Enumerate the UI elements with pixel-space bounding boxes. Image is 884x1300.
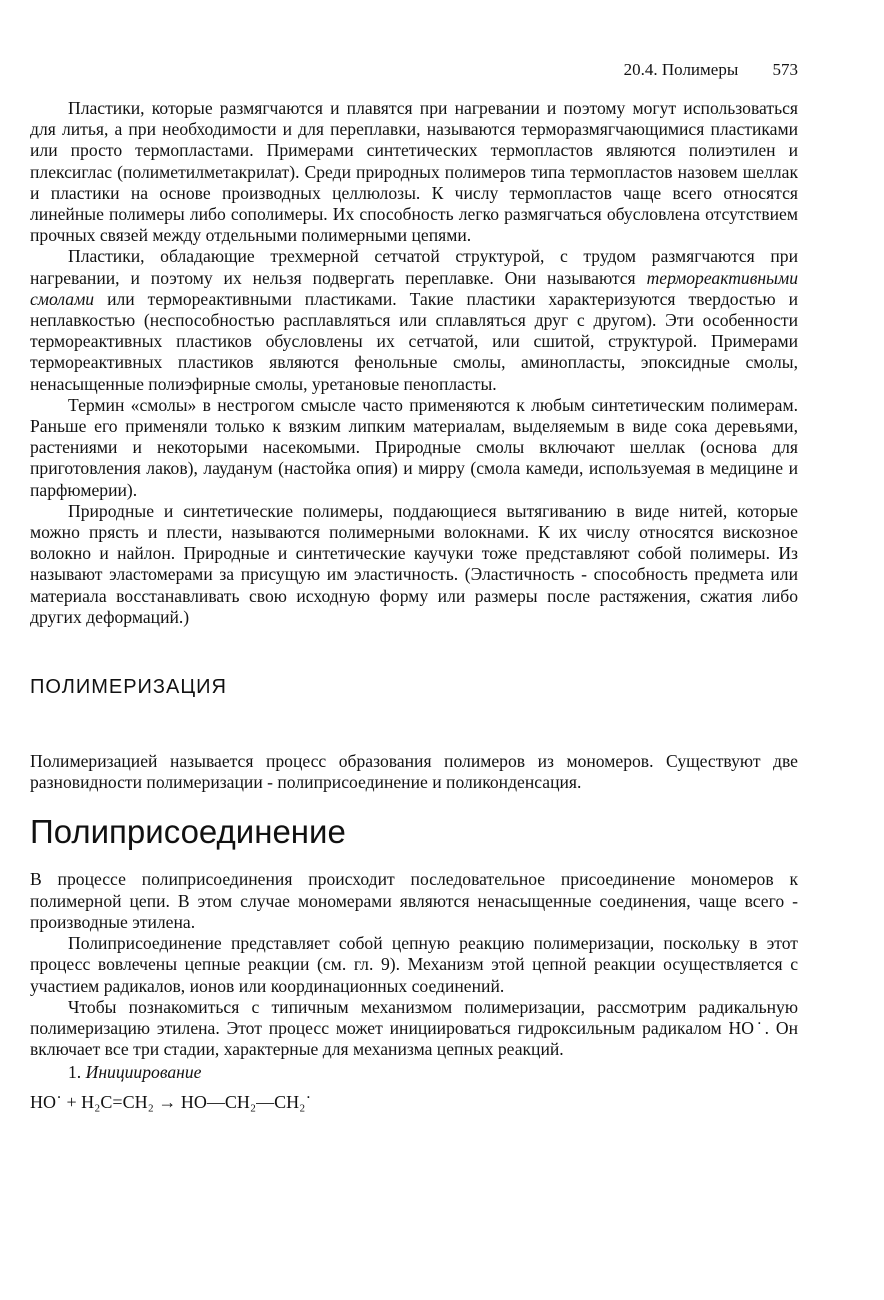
- step-initiation: [30, 1062, 798, 1083]
- thermosets-term: термореактивными смолами: [30, 267, 798, 309]
- step-title: Инициирование: [85, 1062, 202, 1083]
- subsection-heading-addition: Полиприсоединение: [30, 813, 346, 851]
- section-heading-polymerization: ПОЛИМЕРИЗАЦИЯ: [30, 676, 227, 699]
- paragraph-fibers: Природные и синтетические полимеры, поддающиеся вытягиванию в виде нитей, которые можно прясть и плести, называются полимерными волокнами. К их числу относятся вискозное волокно и найлон. Природные и синтетические каучуки тоже представляют собой полимеры. Из называют эластомерами за присущую им эластичность. (Эластичность - способность предмета или материала восстанавливать свою исходную форму или размеры после растяжения, сжатия либо других деформаций.): [30, 500, 798, 627]
- paragraph-polymerization-intro: Полимеризацией называется процесс образования полимеров из мономеров. Существуют две разновидности полимеризации - полиприсоединение и поликонденсация.: [30, 751, 798, 793]
- paragraph-thermosets: [30, 246, 798, 394]
- paragraph-addition-2: Полиприсоединение представляет собой цепную реакцию полимеризации, поскольку в этот процесс вовлечены цепные реакции (см. гл. 9). Механизм этой цепной реакции осуществляется с участием радикалов, ионов или координационных соединений.: [30, 933, 798, 996]
- running-header: [624, 60, 798, 80]
- paragraph-thermoplastics: Пластики, которые размягчаются и плавятся при нагревании и поэтому могут использоваться для литья, а при необходимости и для переплавки, называются терморазмягчающимися пластиками или просто термопластами. Примерами синтетических термопластов являются полиэтилен и плексиглас (полиметилметакрилат). Среди природных полимеров типа термопластов назовем шеллак и пластики на основе производных целлюлозы. К числу термопластов чаще всего относятся линейные полимеры либо сополимеры. Их способность легко размягчаться обусловлена отсутствием прочных связей между отдельными полимерными цепями.: [30, 98, 798, 246]
- thermosets-text-after: или термореактивными пластиками. Такие пластики характеризуются твердостью и неплавкостью (неспособностью расплавляться или сплавляться друг с другом). Эти особенности термореактивных пластиков обусловлены их сетчатой, или сшитой, структурой. Примерами термореактивных пластиков являются фенольные смолы, аминопласты, эпоксидные смолы, ненасыщенные полиэфирные смолы, уретановые пенопласты.: [30, 288, 798, 394]
- paragraph-addition-3: Чтобы познакомиться с типичным механизмом полимеризации, рассмотрим радикальную полимеризацию этилена. Этот процесс может инициироваться гидроксильным радикалом HO˙. Он включает все три стадии, характерные для механизма цепных реакций.: [30, 996, 798, 1060]
- thermosets-text-before: Пластики, обладающие трехмерной сетчатой структурой, с трудом размягчаются при нагревании, и поэтому их нельзя подвергать переплавке. Они называются: [30, 246, 798, 288]
- header-section: 20.4. Полимеры: [623, 60, 739, 79]
- reaction-formula: HO˙ + H₂C=CH₂ → HO—CH₂—CH₂˙: [30, 1091, 312, 1112]
- step-number: 1.: [68, 1062, 82, 1083]
- paragraph-addition-1: В процессе полиприсоединения происходит последовательное присоединение мономеров к полимерной цепи. В этом случае мономерами являются ненасыщенные соединения, чаще всего - производные этилена.: [30, 869, 798, 932]
- text-body: [30, 98, 798, 1113]
- paragraph-resins: Термин «смолы» в нестрогом смысле часто применяются к любым синтетическим полимерам. Раньше его применяли только к вязким липким материалам, выделяемым в виде сока деревьями, растениями и некоторыми насекомыми. Природные смолы включают шеллак (основа для приготовления лаков), лауданум (настойка опия) и мирру (смола камеди, используемая в медицине и парфюмерии).: [30, 394, 798, 500]
- page-number: 573: [772, 60, 798, 79]
